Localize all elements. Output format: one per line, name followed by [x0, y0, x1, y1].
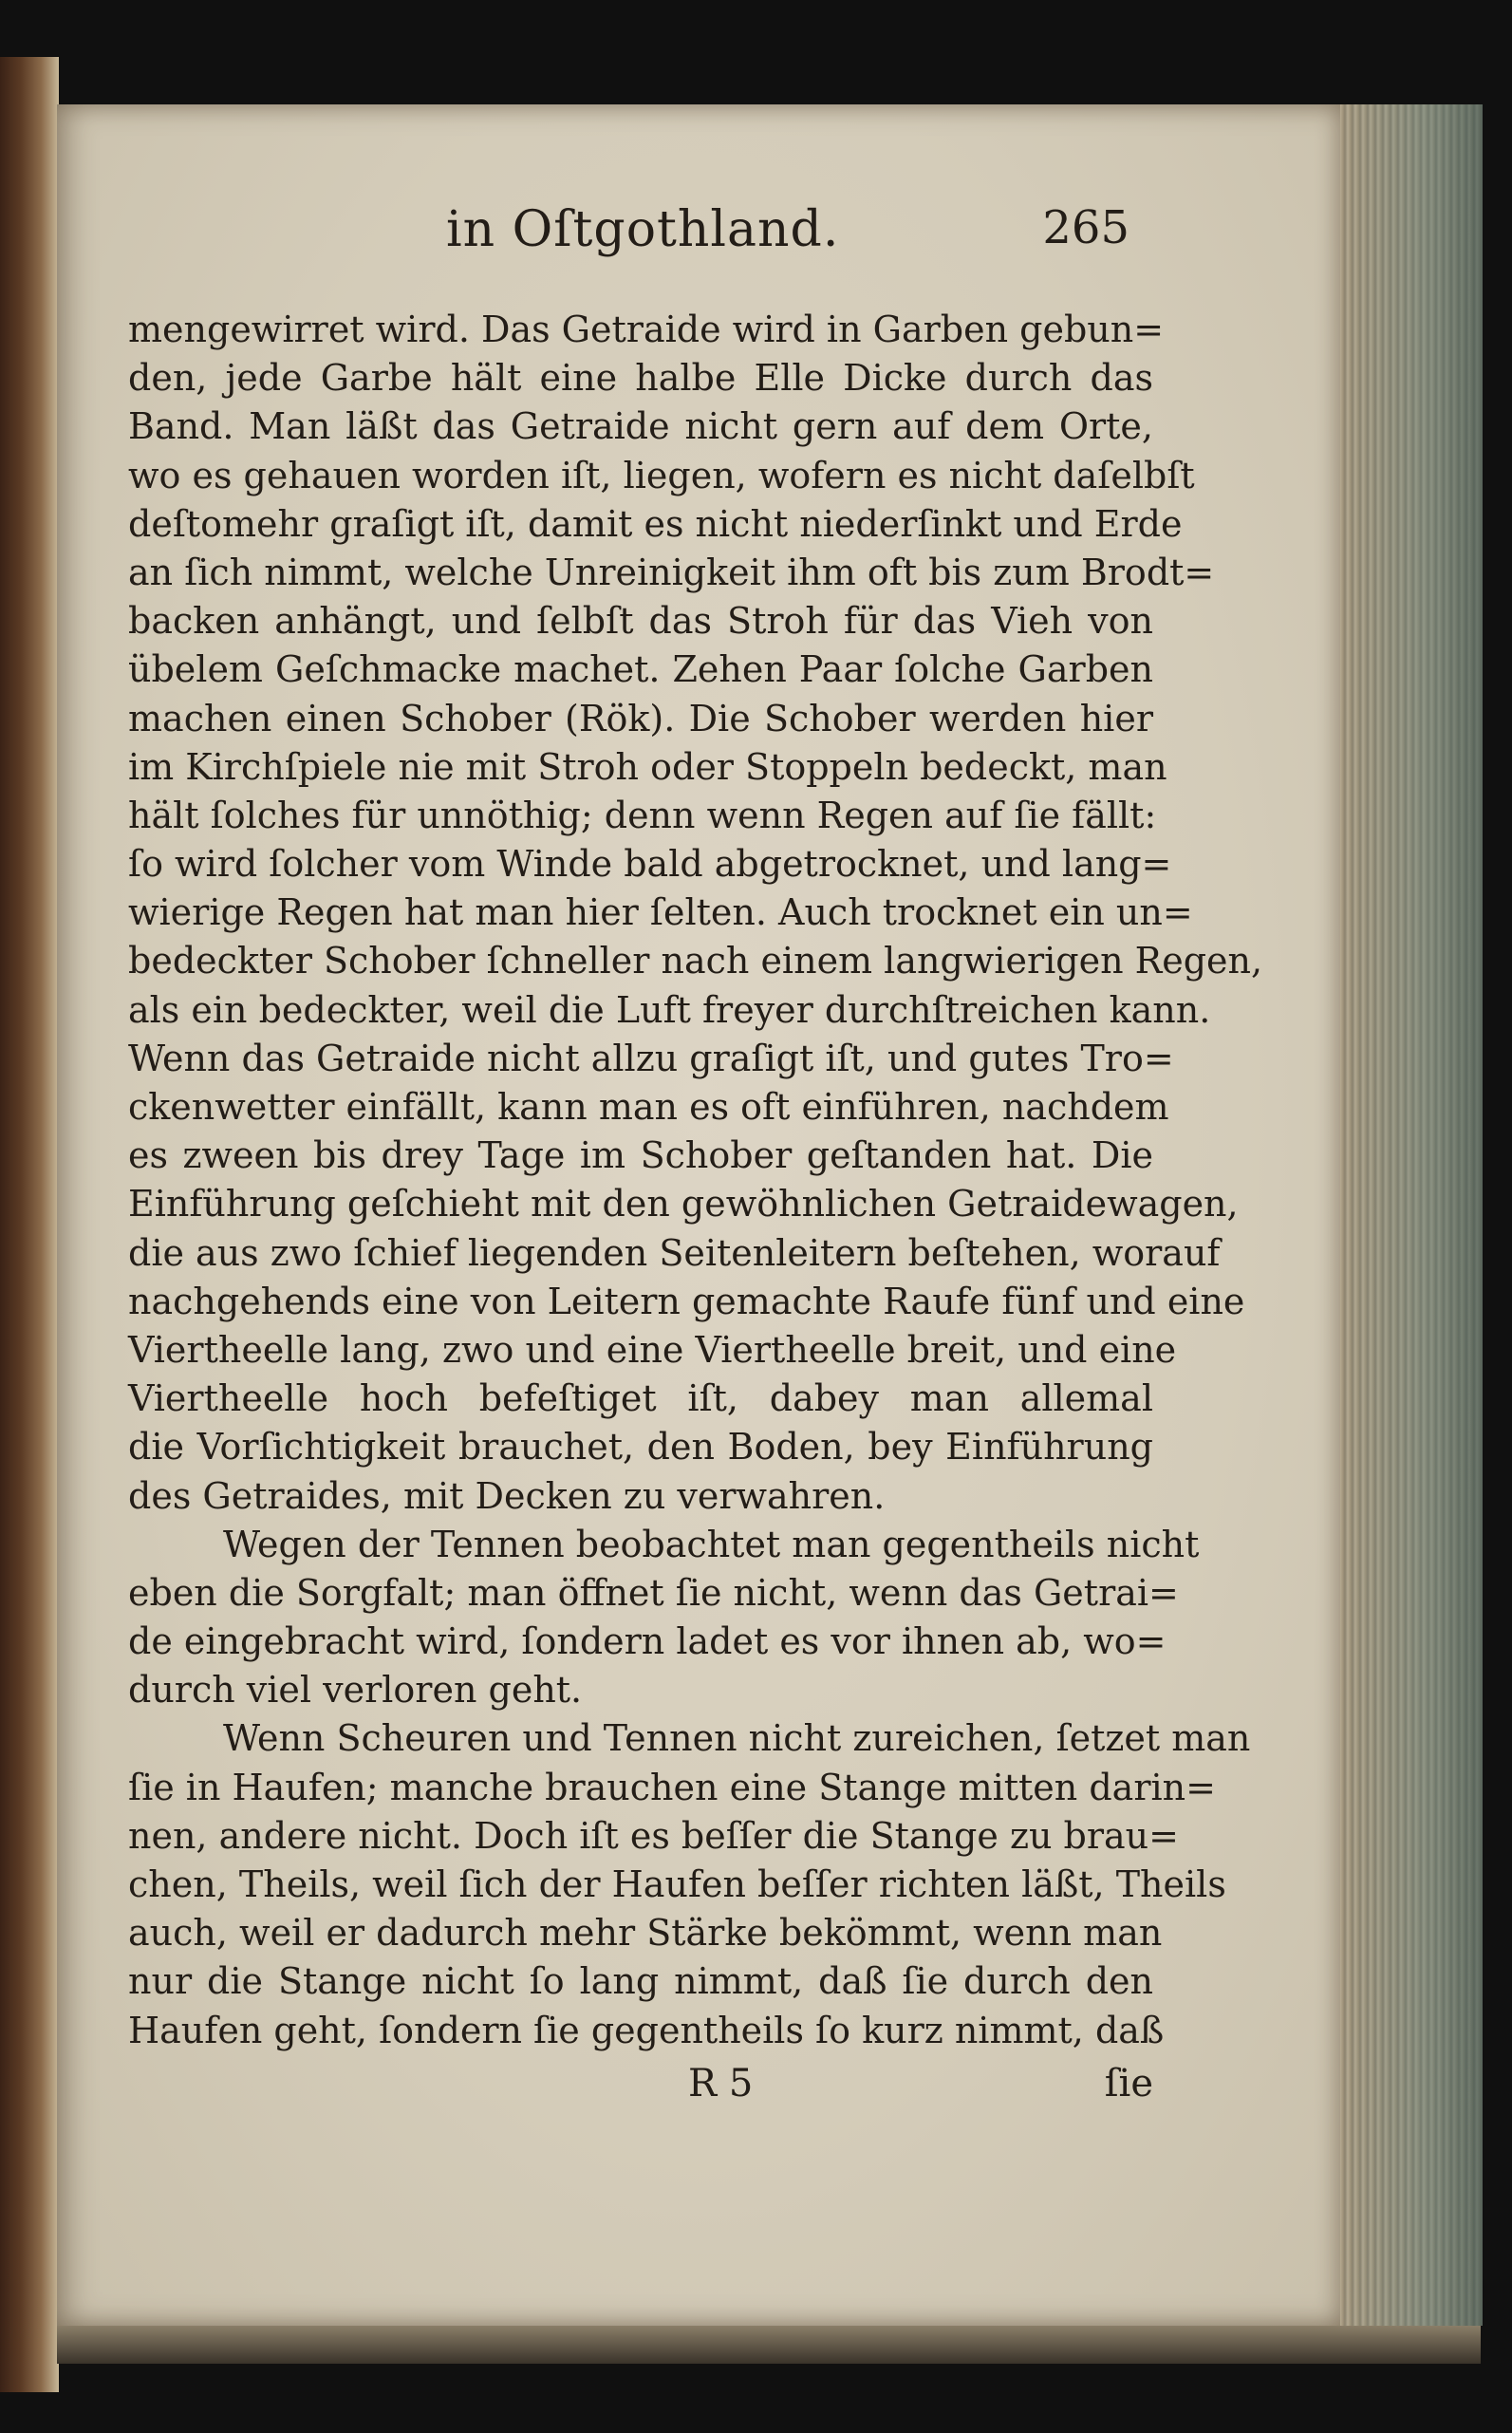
- text-line: nur die Stange nicht ſo lang nimmt, daß ſie durch den: [128, 1960, 1153, 2003]
- text-line: es zween bis drey Tage im Schober geſtanden hat. Die: [128, 1134, 1153, 1177]
- text-line: deſtomehr graſigt iſt, damit es nicht niederſinkt und Erde: [128, 502, 1183, 545]
- text-line: Viertheelle hoch befeſtiget iſt, dabey man allemal: [128, 1377, 1153, 1420]
- signature-mark: R 5: [688, 2062, 754, 2105]
- book-spine-edge: [0, 57, 59, 2392]
- text-line: des Getraides, mit Decken zu verwahren.: [128, 1474, 886, 1517]
- text-line: an ſich nimmt, welche Unreinigkeit ihm oft bis zum Brodt=: [128, 551, 1215, 593]
- text-line: eben die Sorgfalt; man öffnet ſie nicht, wenn das Getrai=: [128, 1571, 1179, 1614]
- book-bottom-edge: [57, 2326, 1481, 2364]
- text-line: übelem Geſchmacke machet. Zehen Paar ſolche Garben: [128, 648, 1153, 691]
- text-line: ckenwetter einfällt, kann man es oft einführen, nachdem: [128, 1086, 1169, 1128]
- text-line: machen einen Schober (Rök). Die Schober werden hier: [128, 697, 1153, 739]
- page-number: 265: [1042, 201, 1129, 254]
- text-line: den, jede Garbe hält eine halbe Elle Dicke durch das: [128, 357, 1153, 400]
- text-line: Wegen der Tennen beobachtet man gegentheils nicht: [223, 1523, 1200, 1565]
- page-stack-edge: [1340, 104, 1483, 2326]
- text-line: nachgehends eine von Leitern gemachte Raufe fünf und eine: [128, 1280, 1245, 1322]
- text-line: mengewirret wird. Das Getraide wird in Garben gebun=: [128, 309, 1165, 350]
- text-line: Wenn Scheuren und Tennen nicht zureichen, ſetzet man: [223, 1717, 1251, 1760]
- text-line: wierige Regen hat man hier ſelten. Auch trocknet ein un=: [128, 891, 1193, 934]
- text-line: die aus zwo ſchief liegenden Seitenleitern beſtehen, worauf: [128, 1231, 1221, 1274]
- text-line: ſie in Haufen; manche brauchen eine Stange mitten darin=: [128, 1766, 1216, 1808]
- text-line: Wenn das Getraide nicht allzu graſigt iſt, und gutes Tro=: [128, 1037, 1174, 1079]
- text-line: wo es gehauen worden iſt, liegen, wofern es nicht daſelbſt: [128, 454, 1195, 496]
- text-line: backen anhängt, und ſelbſt das Stroh für das Vieh von: [128, 600, 1153, 643]
- text-line: Haufen geht, ſondern ſie gegentheils ſo kurz nimmt, daß: [128, 2009, 1165, 2051]
- catchword: ſie: [1104, 2062, 1153, 2105]
- running-title: in Oſtgothland.: [446, 201, 840, 258]
- text-line: Einführung geſchieht mit den gewöhnlichen Getraidewagen,: [128, 1183, 1239, 1226]
- page-footer: [128, 2062, 1153, 2115]
- text-line: die Vorſichtigkeit brauchet, den Boden, bey Einführung: [128, 1426, 1153, 1469]
- text-line: bedeckter Schober ſchneller nach einem langwierigen Regen,: [128, 940, 1263, 983]
- page-header: [399, 201, 1139, 268]
- text-line: im Kirchſpiele nie mit Stroh oder Stoppeln bedeckt, man: [128, 745, 1167, 788]
- text-line: hält ſolches für unnöthig; denn wenn Regen auf ſie fällt:: [128, 794, 1157, 836]
- text-line: de eingebracht wird, ſondern ladet es vor ihnen ab, wo=: [128, 1620, 1167, 1663]
- text-line: nen, andere nicht. Doch iſt es beſſer die Stange zu brau=: [128, 1814, 1179, 1857]
- text-line: durch viel verloren geht.: [128, 1669, 583, 1712]
- text-line: Band. Man läßt das Getraide nicht gern auf dem Orte,: [128, 405, 1153, 448]
- body-text: [128, 306, 1263, 2055]
- text-line: als ein bedeckter, weil die Luft freyer durchſtreichen kann.: [128, 988, 1211, 1031]
- text-line: auch, weil er dadurch mehr Stärke bekömmt, wenn man: [128, 1912, 1163, 1955]
- text-line: ſo wird ſolcher vom Winde bald abgetrocknet, und lang=: [128, 843, 1172, 886]
- text-line: Viertheelle lang, zwo und eine Viertheelle breit, und eine: [128, 1328, 1177, 1371]
- text-line: chen, Theils, weil ſich der Haufen beſſer richten läßt, Theils: [128, 1863, 1226, 1905]
